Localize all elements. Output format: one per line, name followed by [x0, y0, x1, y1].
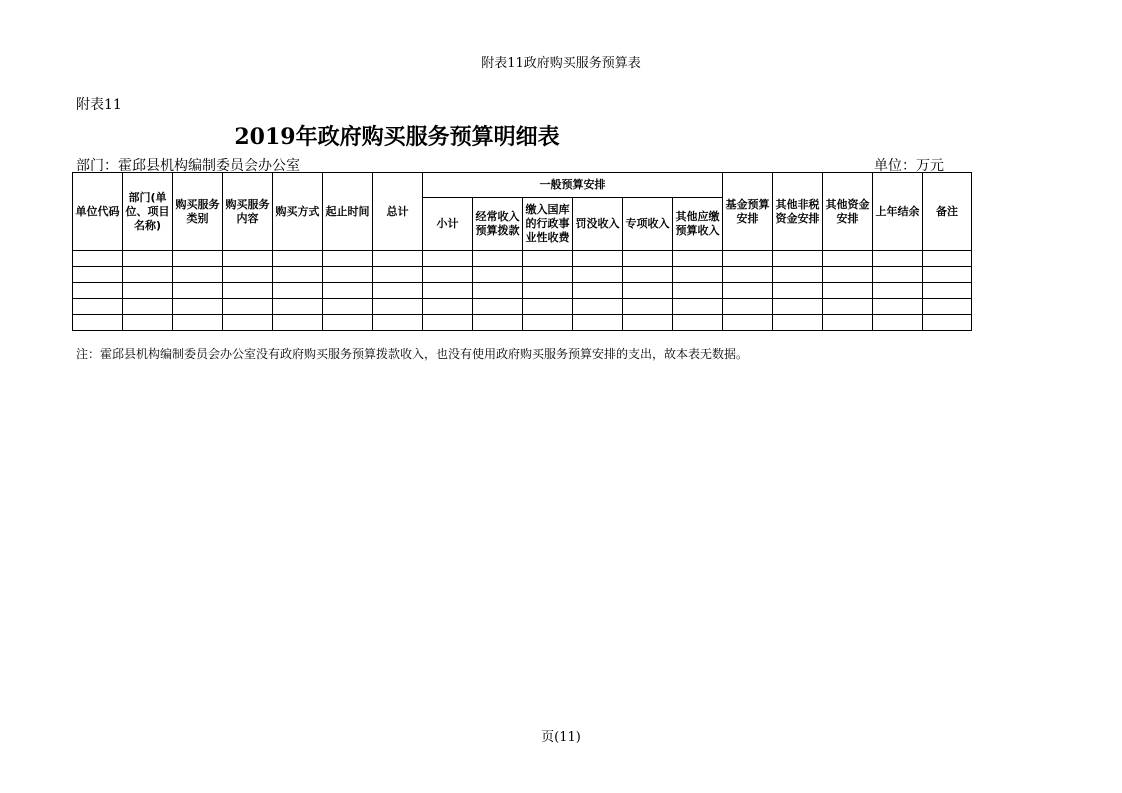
- header-subtotal: 小计: [423, 198, 473, 251]
- table-cell: [473, 299, 523, 315]
- table-cell: [923, 299, 972, 315]
- table-cell: [573, 315, 623, 331]
- page-footer: 页(11): [541, 730, 581, 745]
- table-cell: [873, 283, 923, 299]
- header-fund-budget: 基金预算安排: [723, 173, 773, 251]
- table-cell: [273, 267, 323, 283]
- table-cell: [173, 283, 223, 299]
- table-cell: [373, 315, 423, 331]
- table-cell: [823, 267, 873, 283]
- table-cell: [823, 299, 873, 315]
- table-cell: [373, 251, 423, 267]
- table-cell: [523, 299, 573, 315]
- table-cell: [423, 315, 473, 331]
- annex-label: 附表11: [76, 97, 122, 113]
- table-cell: [123, 299, 173, 315]
- table-cell: [73, 267, 123, 283]
- header-total: 总计: [373, 173, 423, 251]
- table-cell: [273, 315, 323, 331]
- table-cell: [223, 251, 273, 267]
- table-cell: [623, 283, 673, 299]
- table-cell: [273, 251, 323, 267]
- table-cell: [723, 267, 773, 283]
- table-cell: [873, 267, 923, 283]
- table-cell: [573, 251, 623, 267]
- table-cell: [473, 283, 523, 299]
- page-header: 附表11政府购买服务预算表: [481, 56, 641, 71]
- table-cell: [123, 315, 173, 331]
- table-cell: [223, 299, 273, 315]
- table-cell: [473, 251, 523, 267]
- table-cell: [373, 299, 423, 315]
- budget-table: [72, 172, 972, 331]
- table-cell: [373, 267, 423, 283]
- header-purchase-method: 购买方式: [273, 173, 323, 251]
- table-cell: [673, 299, 723, 315]
- table-cell: [873, 315, 923, 331]
- table-cell: [523, 267, 573, 283]
- header-other-payable: 其他应缴预算收入: [673, 198, 723, 251]
- table-cell: [623, 299, 673, 315]
- table-cell: [773, 315, 823, 331]
- table-cell: [523, 251, 573, 267]
- header-fines-confiscation: 罚没收入: [573, 198, 623, 251]
- table-cell: [923, 267, 972, 283]
- table-row: [73, 251, 972, 267]
- table-cell: [773, 251, 823, 267]
- table-cell: [73, 315, 123, 331]
- header-service-category: 购买服务类别: [173, 173, 223, 251]
- table-cell: [273, 283, 323, 299]
- table-cell: [173, 299, 223, 315]
- table-cell: [473, 315, 523, 331]
- department-label: 部门：霍邱县机构编制委员会办公室: [76, 158, 300, 174]
- table-cell: [123, 283, 173, 299]
- table-cell: [273, 299, 323, 315]
- table-cell: [323, 315, 373, 331]
- table-cell: [873, 299, 923, 315]
- table-cell: [223, 315, 273, 331]
- table-cell: [773, 283, 823, 299]
- table-cell: [723, 299, 773, 315]
- table-cell: [173, 267, 223, 283]
- table-cell: [673, 251, 723, 267]
- table-cell: [323, 267, 373, 283]
- table-cell: [523, 315, 573, 331]
- header-treasury-admin-fees: 缴入国库的行政事业性收费: [523, 198, 573, 251]
- table-cell: [473, 267, 523, 283]
- table-cell: [923, 251, 972, 267]
- header-regular-income: 经常收入预算拨款: [473, 198, 523, 251]
- header-carryover: 上年结余: [873, 173, 923, 251]
- table-cell: [773, 299, 823, 315]
- table-cell: [423, 299, 473, 315]
- table-cell: [73, 283, 123, 299]
- header-other-nontax: 其他非税资金安排: [773, 173, 823, 251]
- table-cell: [873, 251, 923, 267]
- table-cell: [73, 299, 123, 315]
- table-cell: [673, 315, 723, 331]
- table-cell: [623, 251, 673, 267]
- table-cell: [373, 283, 423, 299]
- header-remarks: 备注: [923, 173, 972, 251]
- table-cell: [73, 251, 123, 267]
- table-cell: [123, 267, 173, 283]
- table-cell: [923, 315, 972, 331]
- table-cell: [673, 283, 723, 299]
- header-other-funds: 其他资金安排: [823, 173, 873, 251]
- table-cell: [423, 283, 473, 299]
- header-department-project: 部门(单位、项目名称): [123, 173, 173, 251]
- table-cell: [823, 283, 873, 299]
- table-cell: [323, 299, 373, 315]
- table-cell: [323, 283, 373, 299]
- unit-label: 单位：万元: [874, 158, 944, 174]
- table-cell: [573, 299, 623, 315]
- table-cell: [123, 251, 173, 267]
- table-cell: [323, 251, 373, 267]
- table-note: 注：霍邱县机构编制委员会办公室没有政府购买服务预算拨款收入，也没有使用政府购买服务预算安排的支出，故本表无数据。: [76, 347, 749, 361]
- table-cell: [623, 315, 673, 331]
- table-cell: [723, 315, 773, 331]
- table-cell: [573, 283, 623, 299]
- table-cell: [823, 315, 873, 331]
- header-special-income: 专项收入: [623, 198, 673, 251]
- page-title: 2019年政府购买服务预算明细表: [234, 124, 560, 150]
- table-cell: [423, 267, 473, 283]
- header-unit-code: 单位代码: [73, 173, 123, 251]
- table-cell: [623, 267, 673, 283]
- table-row: [73, 283, 972, 299]
- table-cell: [423, 251, 473, 267]
- table-row: [73, 299, 972, 315]
- table-row: [73, 267, 972, 283]
- header-start-end-time: 起止时间: [323, 173, 373, 251]
- table-cell: [223, 283, 273, 299]
- table-cell: [673, 267, 723, 283]
- table-cell: [823, 251, 873, 267]
- table-cell: [773, 267, 823, 283]
- table-cell: [723, 251, 773, 267]
- header-service-content: 购买服务内容: [223, 173, 273, 251]
- table-cell: [223, 267, 273, 283]
- table-cell: [173, 315, 223, 331]
- table-cell: [573, 267, 623, 283]
- header-general-budget: 一般预算安排: [423, 173, 723, 198]
- table-cell: [923, 283, 972, 299]
- table-cell: [173, 251, 223, 267]
- table-cell: [523, 283, 573, 299]
- table-row: [73, 315, 972, 331]
- table-cell: [723, 283, 773, 299]
